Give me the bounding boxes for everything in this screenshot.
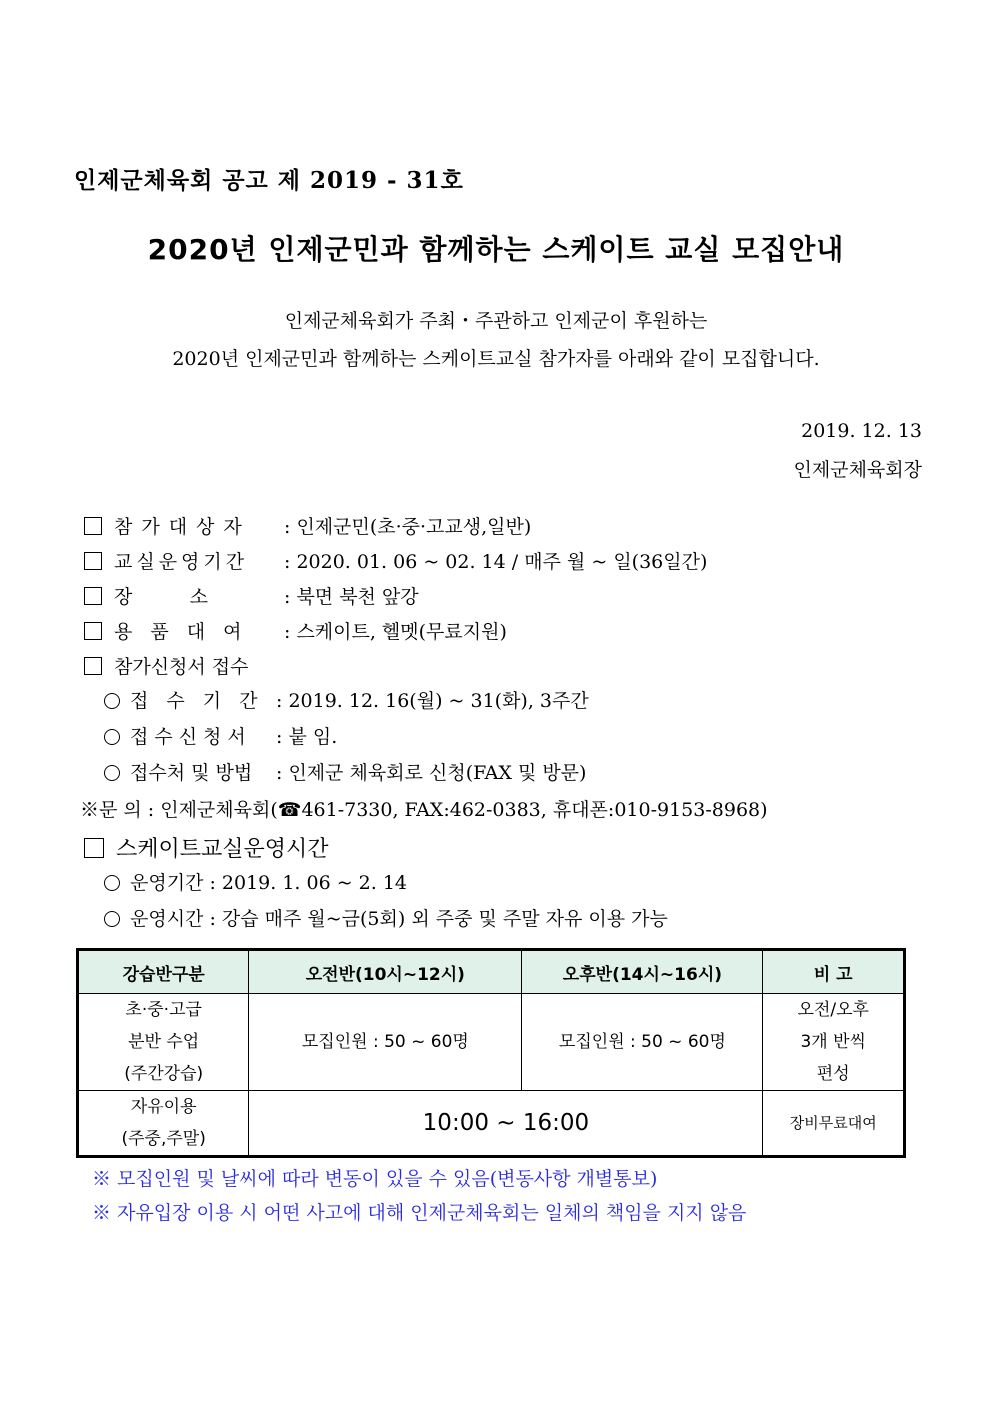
checkbox-square-icon — [84, 622, 102, 640]
circle-bullet-icon — [104, 693, 120, 709]
application-sub-method — [104, 758, 586, 785]
table-header-cell: 오후반(14시~16시) — [522, 950, 763, 994]
circle-bullet-icon — [104, 729, 120, 745]
table-cell-morning: 모집인원 : 50 ~ 60명 — [249, 994, 522, 1091]
inquiry-text: 461-7330, FAX:462-0383, 휴대폰:010-9153-8968) — [301, 799, 768, 821]
issue-date: 2019. 12. 13 — [801, 420, 922, 442]
info-label: 장 소 — [114, 586, 210, 608]
circle-bullet-icon — [104, 875, 120, 891]
application-sub-form — [104, 722, 337, 749]
cell-line: 분반 수업 — [128, 1032, 200, 1052]
cell-line: 오전/오후 — [797, 1000, 869, 1020]
info-item-equipment — [84, 617, 507, 644]
table-header-cell: 강습반구분 — [78, 950, 249, 994]
circle-bullet-icon — [104, 911, 120, 927]
schedule-heading — [84, 832, 329, 863]
info-label: 용 품 대 여 — [114, 621, 248, 643]
sub-label: 접수처 및 방법 — [130, 762, 253, 784]
table-header-cell: 비 고 — [763, 950, 905, 994]
info-value: : 인제군민(초·중·고교생,일반) — [284, 516, 532, 538]
info-item-period — [84, 547, 707, 574]
issuer: 인제군체육회장 — [793, 459, 922, 481]
circle-bullet-icon — [104, 765, 120, 781]
table-row — [78, 1091, 905, 1157]
intro-line-2: 2020년 인제군민과 함께하는 스케이트교실 참가자를 아래와 같이 모집합니다. — [172, 348, 820, 370]
schedule-period — [104, 868, 407, 895]
cell-line: (주간강습) — [124, 1064, 204, 1084]
schedule-hours — [104, 904, 668, 931]
info-label: 참가대상자 — [114, 516, 251, 538]
phone-icon: ☎ — [277, 799, 302, 821]
cell-line: 초·중·고급 — [125, 1000, 202, 1020]
schedule-hours-text: 운영시간 : 강습 매주 월~금(5회) 외 주중 및 주말 자유 이용 가능 — [130, 908, 668, 930]
checkbox-square-icon — [84, 517, 102, 535]
table-cell-remark — [763, 994, 905, 1091]
info-label: 교실운영기간 — [114, 551, 249, 573]
notice-number: 인제군체육회 공고 제 2019 - 31호 — [74, 167, 464, 194]
info-value: : 북면 북천 앞강 — [284, 586, 419, 608]
note-1: ※ 모집인원 및 날씨에 따라 변동이 있을 수 있음(변동사항 개별통보) — [92, 1168, 658, 1190]
table-cell-category — [78, 994, 249, 1091]
table-header-cell: 오전반(10시~12시) — [249, 950, 522, 994]
sub-value: : 붙 임. — [276, 726, 338, 748]
application-heading-label: 참가신청서 접수 — [114, 656, 249, 678]
sub-value: : 인제군 체육회로 신청(FAX 및 방문) — [276, 762, 587, 784]
info-item-target — [84, 512, 531, 539]
intro-line-1: 인제군체육회가 주최・주관하고 인제군이 후원하는 — [284, 310, 708, 332]
info-item-place — [84, 582, 419, 609]
schedule-heading-label: 스케이트교실운영시간 — [116, 837, 329, 862]
inquiry — [80, 795, 768, 822]
table-header-row — [78, 950, 905, 994]
cell-line: 자유이용 — [130, 1097, 197, 1117]
schedule-period-text: 운영기간 : 2019. 1. 06 ~ 2. 14 — [130, 872, 408, 894]
note-2: ※ 자유입장 이용 시 어떤 사고에 대해 인제군체육회는 일체의 책임을 지지 않음 — [92, 1202, 747, 1224]
page-title: 2020년 인제군민과 함께하는 스케이트 교실 모집안내 — [147, 233, 845, 266]
sub-label: 접수신청서 — [130, 726, 252, 748]
info-value: : 2020. 01. 06 ~ 02. 14 / 매주 월 ~ 일(36일간) — [284, 551, 708, 573]
table-cell-afternoon: 모집인원 : 50 ~ 60명 — [522, 994, 763, 1091]
table-row — [78, 994, 905, 1091]
checkbox-square-icon — [84, 838, 104, 858]
info-value: : 스케이트, 헬멧(무료지원) — [284, 621, 507, 643]
checkbox-square-icon — [84, 657, 102, 675]
application-sub-period — [104, 686, 589, 713]
application-heading — [84, 652, 249, 679]
schedule-table — [76, 948, 906, 1158]
cell-line: 편성 — [816, 1064, 850, 1084]
sub-value: : 2019. 12. 16(월) ~ 31(화), 3주간 — [276, 690, 589, 712]
checkbox-square-icon — [84, 587, 102, 605]
table-cell-free-time: 10:00 ~ 16:00 — [249, 1091, 763, 1157]
checkbox-square-icon — [84, 552, 102, 570]
sub-label: 접 수 기 간 — [130, 690, 264, 712]
table-cell-remark: 장비무료대여 — [763, 1091, 905, 1157]
cell-line: 3개 반씩 — [800, 1032, 866, 1052]
inquiry-prefix: ※문 의 : 인제군체육회( — [80, 799, 278, 821]
table-cell-category — [78, 1091, 249, 1157]
cell-line: (주중,주말) — [121, 1129, 206, 1149]
